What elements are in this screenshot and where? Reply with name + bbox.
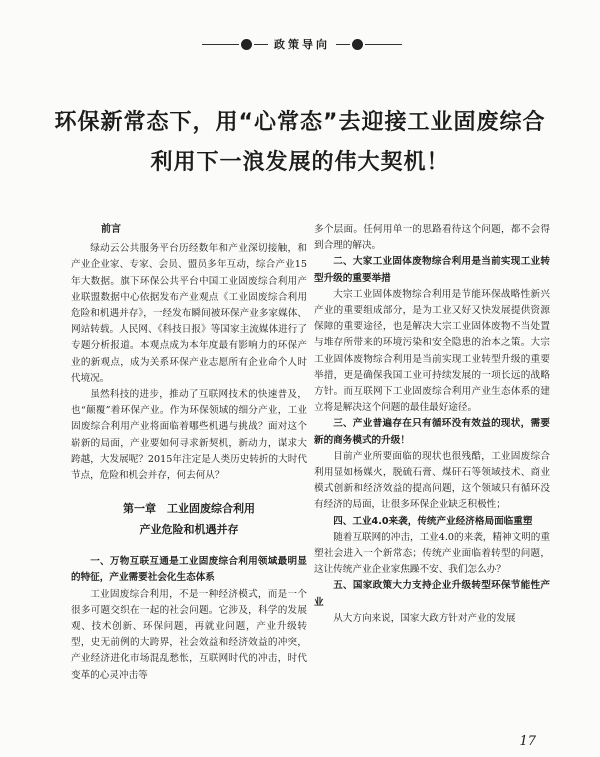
header-ornament-right: [350, 37, 365, 52]
continued-paragraph: 多个层面。任何用单一的思路看待这个问题，都不会得到合理的解决。: [314, 224, 550, 252]
chapter-heading-line-1: 第一章 工业固废综合利用: [123, 502, 255, 516]
section-heading-1: 一、万物互联互通是工业固废综合利用领域最明显的特征，产业需要社会化生态体系: [71, 556, 307, 584]
preface-paragraph-2: 虽然科技的进步，推动了互联网技术的快速普及，也“颠覆”着环保产业。作为环保领域的细分产业，工业固废综合利用产业将面临着哪些机遇与挑战？面对这个崭新的局面，产业要如何寻求新契机，新动力，谋求大跨越，大发展呢？2015年注定是人类历史转折的大时代节点，危险和机会并存，何去何从？: [71, 389, 307, 482]
section-2-paragraph: 大宗工业固体废物综合利用是节能环保战略性新兴产业的重要组成部分，是为工业又好又快发展提供资源保障的重要途径，也是解决大宗工业固体废物不当处置与堆存所带来的环境污染和安全隐患的治本之策。大宗工业固体废物综合利用是当前实现工业转型升级的重要举措，更是确保我国工业可持续发展的一项长远的战略方针。而互联网下工业固废综合利用产业生态体系的建立将是解决这个问题的最佳最好途径。: [314, 288, 550, 414]
page-number: 17: [519, 734, 536, 749]
preface-heading: 前言: [101, 224, 121, 235]
article-title: [40, 103, 560, 183]
section-heading-4: 四、工业4.0来袭，传统产业经济格局面临重塑: [333, 515, 533, 527]
section-1-paragraph: 工业固废综合利用，不是一种经济模式，而是一个很多可题交织在一起的社会问题。它涉及，科学的发展观、技术创新、环保问题，再就业问题，产业升级转型，史无前例的大跨界，社会效益和经济效益的冲突，产业经济进化市场混乱愁怅，互联网时代的冲击，时代变革的心灵冲击等: [71, 588, 307, 681]
section-3-paragraph: 目前产业所要面临的现状也很残酷，工业固废综合利用显如杨媒火，脱硫石膏、煤矸石等领域技术、商业模式创新和经济效益的提高问题，这个领域只有循环没有经济的局面，让很多环保企业缺乏积极性；: [314, 450, 550, 511]
section-4-paragraph: 随着互联网的冲击，工业4.0的来袭，精神文明的重塑社会进入一个新常态；传统产业面临着转型的问题，这让传统产业企业家焦躁不安、我们怎么办？: [314, 531, 550, 576]
section-heading-3: 三、产业普遍存在只有循环没有效益的现状，需要新的商务模式的升级！: [314, 418, 550, 446]
right-column: [314, 222, 550, 627]
chapter-heading-line-2: 产业危险和机遇并存: [139, 523, 239, 537]
preface-paragraph-1: 绿动云公共服务平台历经数年和产业深切接触，和产业企业家、专家、会员、盟员多年互动，综合产业15年大数据。旗下环保公共平台中国工业固废综合利用产业联盟数据中心依据发布产业观点《工业固废综合利用危险和机遇并存》，一经发布瞬间被环保产业多家媒体、网站转载。人民网、《科技日报》等国家主流媒体进行了专题分析报道。本观点成为本年度最有影响力的环保产业的新观点，成为关系环保产业志愿所有企业命个人时代境况。: [71, 243, 307, 384]
section-heading-5: 五、国家政策大力支持企业升级转型环保节能性产业: [314, 580, 550, 608]
running-header: [202, 36, 402, 52]
header-ornament-left: [239, 37, 254, 52]
header-section-name: 政策导向: [268, 36, 336, 52]
article-title-line-1: 环保新常态下，用“心常态”去迎接工业固废综合: [54, 110, 546, 135]
article-title-line-2: 利用下一浪发展的伟大契机！: [150, 150, 450, 175]
section-heading-2: 二、大家工业固体废物综合利用是当前实现工业转型升级的重要举措: [314, 256, 550, 284]
left-column: [71, 222, 307, 684]
chapter-heading: [71, 498, 307, 540]
section-5-paragraph: 从大方向来说，国家大政方针对产业的发展: [333, 612, 516, 624]
